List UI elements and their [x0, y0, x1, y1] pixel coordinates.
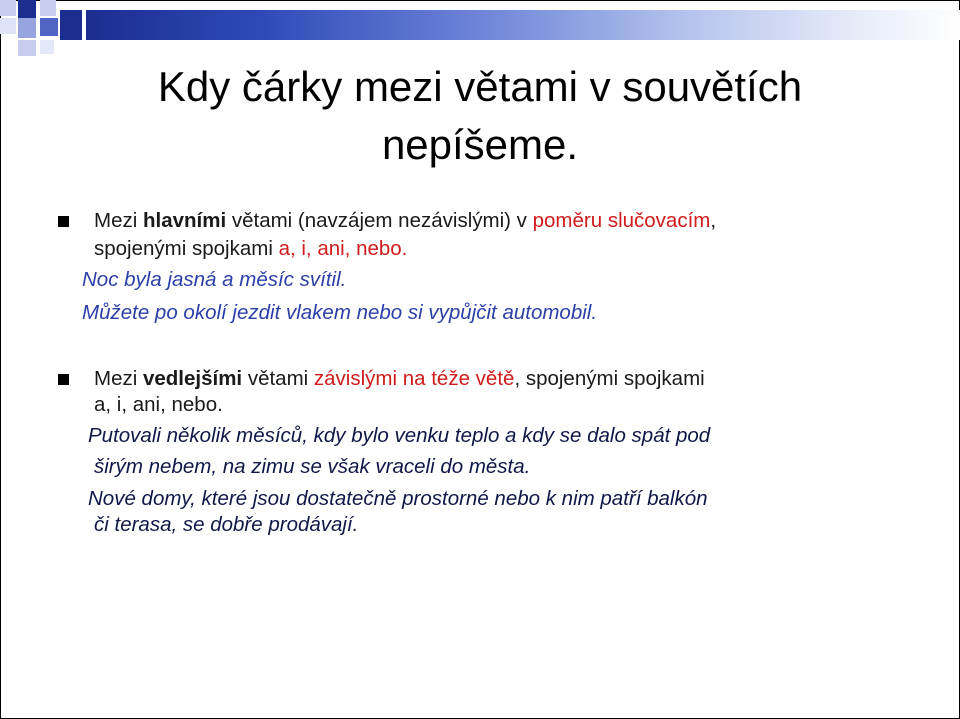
header-square [0, 18, 16, 34]
header-square [40, 40, 54, 54]
header-square [40, 18, 58, 36]
example-2-2a: Nové domy, které jsou dostatečně prostorné nebo k nim patří balkón [88, 487, 708, 510]
example-1-2: Můžete po okolí jezdit vlakem nebo si vypůjčit automobil. [82, 301, 598, 324]
header-square [40, 0, 56, 16]
title-line-1: Kdy čárky mezi větami v souvětích [157, 63, 803, 110]
header-gradient-band [86, 10, 960, 40]
text: větami (navzájem nezávislými) v [226, 209, 533, 232]
highlight-red: závislými na téže větě [313, 367, 515, 390]
bullet2-line1 [94, 366, 705, 392]
text: , [710, 209, 717, 232]
header-square [60, 10, 82, 40]
slide-title [60, 58, 900, 174]
text: Mezi [94, 367, 143, 390]
text: Mezi [94, 209, 143, 232]
header-square [18, 0, 36, 18]
highlight-red: poměru slučovacím [532, 209, 711, 232]
example-2-1b: širým nebem, na zimu se však vraceli do města. [94, 455, 531, 478]
bullet-square-icon [58, 216, 69, 227]
header-square [0, 0, 16, 16]
text: , spojenými spojkami [514, 367, 705, 390]
bullet2-line2: a, i, ani, nebo. [94, 393, 223, 416]
text: spojenými spojkami [94, 237, 279, 260]
emphasis: hlavními [142, 209, 227, 232]
bullet1-line2 [94, 236, 407, 262]
bullet1-line1 [94, 208, 716, 234]
example-1-1: Noc byla jasná a měsíc svítil. [82, 268, 347, 291]
text: větami [242, 367, 314, 390]
highlight-red: a, i, ani, nebo. [278, 237, 408, 260]
example-2-2b: či terasa, se dobře prodávají. [94, 513, 359, 536]
bullet-square-icon [58, 374, 69, 385]
header-square [18, 18, 36, 38]
example-2-1a: Putovali několik měsíců, kdy bylo venku teplo a kdy se dalo spát pod [88, 424, 711, 447]
emphasis: vedlejšími [142, 367, 243, 390]
header-square [18, 40, 36, 56]
title-line-2: nepíšeme. [381, 121, 579, 168]
